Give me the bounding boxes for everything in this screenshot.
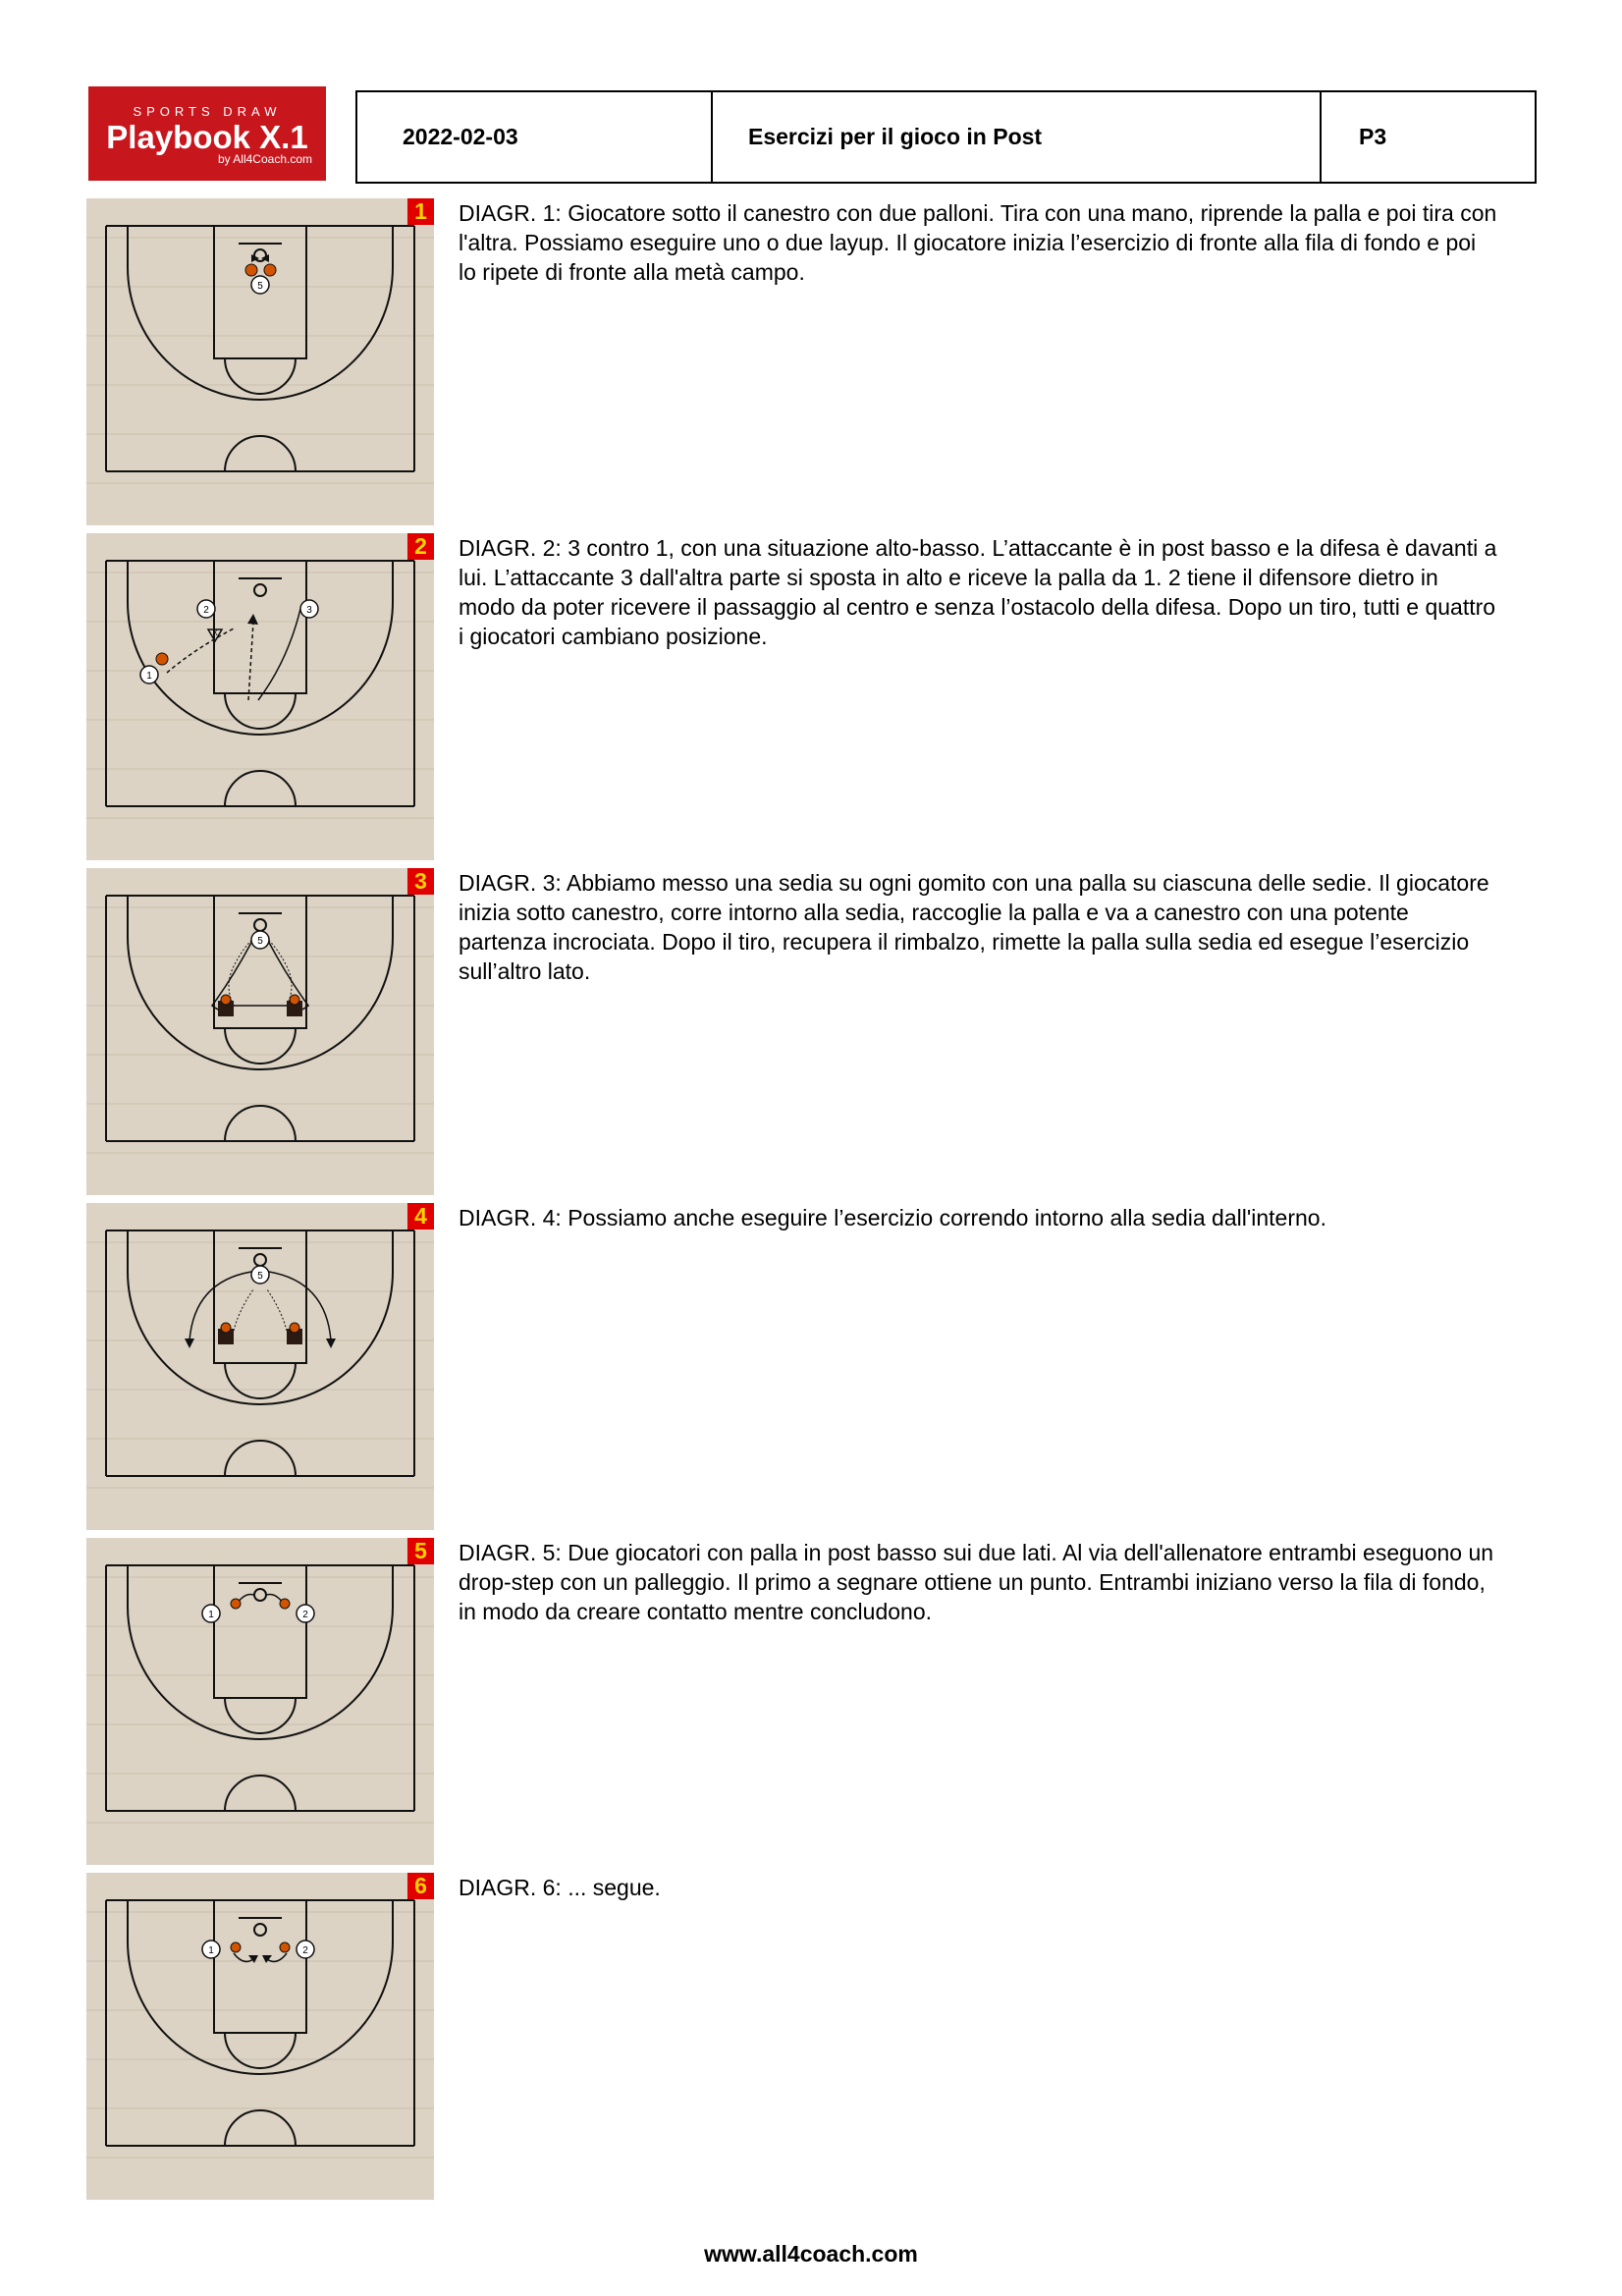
defender-label: X	[212, 629, 218, 637]
diagram-number: 3	[407, 868, 434, 895]
logo-tagline: SPORTS DRAW	[133, 104, 282, 119]
diagram-1-text: DIAGR. 1: Giocatore sotto il canestro con due palloni. Tira con una mano, riprende la palla e poi tira con l'altra. Possiamo eseguire uno o due layup. Il giocatore inizia l’esercizio di fronte alla fila di fondo e poi lo ripete di fronte alla metà campo.	[459, 200, 1497, 285]
diagram-5-text: DIAGR. 5: Due giocatori con palla in post basso sui due lati. Al via dell'allenatore entrambi eseguono un drop-step con un palleggio. Il primo a segnare ottiene un punto. Entrambi iniziano verso la fila di fondo, in modo da creare contatto mentre concludono.	[459, 1540, 1494, 1624]
player-label: 3	[306, 605, 312, 616]
diagram-5	[86, 1538, 434, 1865]
ball-icon	[231, 1942, 241, 1952]
diagram-number: 1	[407, 198, 434, 225]
diagram-3-text: DIAGR. 3: Abbiamo messo una sedia su ogni gomito con una palla su ciascuna delle sedie. Il giocatore inizia sotto canestro, corre intorno alla sedia, raccoglie la palla e va a canestro con una potente partenza incrociata. Dopo il tiro, recupera il rimbalzo, rimette la palla sulla sedia ed esegue l’esercizio sull’altro lato.	[459, 870, 1489, 984]
header-date-text: 2022-02-03	[403, 124, 518, 149]
court-diagram-1	[86, 198, 434, 525]
ball-icon	[245, 264, 257, 276]
ball-icon	[221, 995, 231, 1005]
player-label: 2	[302, 1610, 308, 1620]
diagram-number: 2	[407, 533, 434, 560]
header-title	[711, 90, 1322, 184]
player-label: 2	[302, 1945, 308, 1956]
player-label: 2	[203, 605, 209, 616]
ball-icon	[280, 1599, 290, 1609]
ball-icon	[280, 1942, 290, 1952]
logo-title: Playbook X.1	[106, 119, 308, 155]
ball-icon	[231, 1599, 241, 1609]
player-label: 5	[257, 281, 263, 292]
diagram-4-text: DIAGR. 4: Possiamo anche eseguire l’esercizio correndo intorno alla sedia dall'interno.	[459, 1205, 1326, 1230]
header-page-text: P3	[1359, 124, 1387, 149]
diagram-number: 4	[407, 1203, 434, 1230]
court-diagram-6	[86, 1873, 434, 2200]
diagram-6-text: DIAGR. 6: ... segue.	[459, 1875, 661, 1900]
logo-byline: by All4Coach.com	[217, 152, 312, 166]
court-diagram-5	[86, 1538, 434, 1865]
court-diagram-4	[86, 1203, 434, 1530]
diagram-number: 6	[407, 1873, 434, 1899]
player-label: 5	[257, 1271, 263, 1282]
diagram-number: 5	[407, 1538, 434, 1564]
player-label: 5	[257, 936, 263, 947]
diagram-1	[86, 198, 434, 525]
ball-icon	[290, 1323, 299, 1333]
player-label: 1	[146, 671, 152, 682]
diagram-6	[86, 1873, 434, 2200]
header-date	[355, 90, 713, 184]
ball-icon	[264, 264, 276, 276]
footer-url[interactable]: www.all4coach.com	[704, 2241, 918, 2267]
ball-icon	[156, 653, 168, 665]
diagram-3	[86, 868, 434, 1195]
header-title-text: Esercizi per il gioco in Post	[748, 124, 1043, 149]
diagram-2	[86, 533, 434, 860]
ball-icon	[221, 1323, 231, 1333]
diagram-2-text: DIAGR. 2: 3 contro 1, con una situazione alto-basso. L’attaccante è in post basso e la difesa è davanti a lui. L’attaccante 3 dall'altra parte si sposta in alto e riceve la palla da 1. 2 tiene il difensore dietro in modo da poter ricevere il passaggio al centro e senza l’ostacolo della difesa. Dopo un tiro, tutti e quattro i giocatori cambiano posizione.	[459, 535, 1497, 649]
court-diagram-3	[86, 868, 434, 1195]
header-page	[1320, 90, 1537, 184]
player-label: 1	[208, 1945, 214, 1956]
playbook-logo	[88, 86, 326, 181]
diagram-4	[86, 1203, 434, 1530]
player-label: 1	[208, 1610, 214, 1620]
court-diagram-2	[86, 533, 434, 860]
ball-icon	[290, 995, 299, 1005]
